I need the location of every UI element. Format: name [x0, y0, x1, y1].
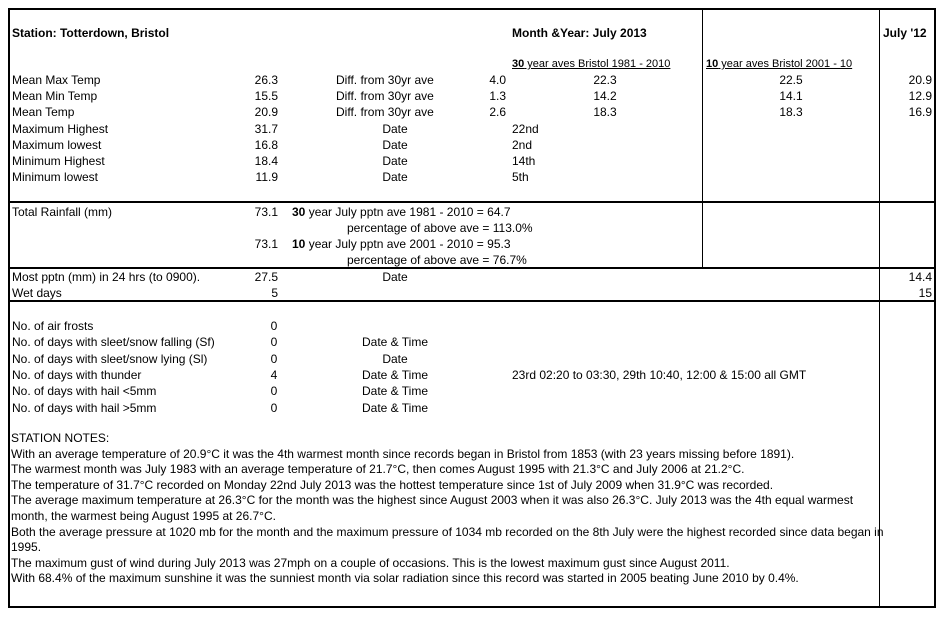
days-row-extra: Date & Time [361, 367, 429, 382]
prev-year-header: July '12 [883, 26, 927, 40]
note-line: The temperature of 31.7°C recorded on Monday 22nd July 2013 was the hottest temperature since 1st of July 2009 when 31.9°C was recorded. [11, 477, 774, 492]
temp-row-prev: 20.9 [908, 73, 932, 87]
temp-row-ave10: 22.5 [779, 73, 803, 87]
rainfall-value-2: 73.1 [254, 237, 278, 251]
temp-row-diff: 1.3 [489, 89, 506, 103]
temp-row-diff-label: Diff. from 30yr ave [336, 105, 434, 119]
temp-row-prev: 16.9 [908, 105, 932, 119]
days-row-label: No. of air frosts [12, 319, 94, 333]
temp-row-label: Mean Min Temp [12, 89, 98, 103]
wet-days-label: Wet days [12, 286, 62, 300]
wet-days-value: 5 [271, 286, 278, 300]
temp-row-diff-label: Diff. from 30yr ave [336, 89, 434, 103]
extreme-row-date: 2nd [512, 138, 533, 152]
days-row-label: No. of days with thunder [12, 367, 142, 382]
days-row-value: 0 [270, 351, 278, 366]
pptn-label: Most pptn (mm) in 24 hrs (to 0900). [12, 270, 201, 284]
days-row-extra: Date & Time [361, 335, 429, 350]
extreme-row-label: Minimum Highest [12, 154, 105, 168]
note-line: With an average temperature of 20.9°C it was the 4th warmest month since records began in Bristol from 1853 (with 23 years missing before 1891). [11, 446, 795, 461]
temp-row-ave10: 18.3 [779, 105, 803, 119]
days-row-extra: Date & Time [361, 400, 429, 415]
ave10-header: 10 year aves Bristol 2001 - 10 [706, 58, 853, 70]
wet-days-prev: 15 [918, 286, 932, 300]
temp-row-diff: 2.6 [489, 105, 506, 119]
days-row-value: 0 [270, 384, 278, 399]
note-line: With 68.4% of the maximum sunshine it was the sunniest month via solar radiation since this record was started in 2005 beating June 2010 by 0.4%. [11, 571, 799, 586]
temp-row-ave30: 14.2 [593, 89, 617, 103]
extreme-row-value: 31.7 [254, 122, 278, 136]
notes-title: STATION NOTES: [11, 431, 110, 445]
extreme-row-date: 5th [512, 170, 529, 184]
rainfall-ave10: 10 year July pptn ave 2001 - 2010 = 95.3 [292, 237, 511, 251]
rainfall-label: Total Rainfall (mm) [12, 205, 113, 219]
temp-row-label: Mean Max Temp [12, 73, 101, 87]
extreme-row-date-label: Date [382, 138, 408, 152]
days-row-value: 0 [270, 319, 278, 333]
extreme-row-value: 16.8 [254, 138, 278, 152]
extreme-row-date-label: Date [382, 122, 408, 136]
temp-row-label: Mean Temp [12, 105, 75, 119]
station-name: Station: Totterdown, Bristol [12, 26, 170, 40]
temp-row-value: 20.9 [254, 105, 278, 119]
pptn-prev: 14.4 [908, 270, 932, 284]
extreme-row-label: Maximum lowest [12, 138, 102, 152]
rainfall-ave30: 30 year July pptn ave 1981 - 2010 = 64.7 [292, 205, 511, 219]
extreme-row-value: 18.4 [254, 154, 278, 168]
days-row-label: No. of days with sleet/snow lying (Sl) [12, 351, 208, 366]
days-row-label: No. of days with sleet/snow falling (Sf) [12, 335, 215, 350]
extreme-row-label: Minimum lowest [12, 170, 99, 184]
pptn-date-label: Date [382, 270, 408, 284]
rainfall-pct-2: percentage of above ave = 76.7% [347, 253, 527, 267]
divider-horizontal-1 [10, 201, 934, 203]
thunder-detail: 23rd 02:20 to 03:30, 29th 10:40, 12:00 & 15:00 all GMT [512, 368, 807, 382]
temp-row-ave30: 18.3 [593, 105, 617, 119]
extreme-row-date: 22nd [512, 122, 539, 136]
temp-row-prev: 12.9 [908, 89, 932, 103]
divider-horizontal-3 [10, 300, 934, 302]
days-row-extra: Date [382, 351, 408, 366]
month-year: Month &Year: July 2013 [512, 26, 647, 40]
rainfall-pct-1: percentage of above ave = 113.0% [347, 221, 533, 235]
days-row-extra: Date & Time [361, 384, 429, 399]
temp-row-diff: 4.0 [489, 73, 506, 87]
note-line: Both the average pressure at 1020 mb for the month and the maximum pressure of 1034 mb recorded on the 8th July were the highest recorded since data began in 1995. [11, 524, 884, 555]
divider-vertical-10yr [702, 10, 703, 268]
temp-row-ave30: 22.3 [593, 73, 617, 87]
ave30-header: 30 year aves Bristol 1981 - 2010 [512, 58, 671, 70]
days-row-value: 0 [270, 335, 278, 350]
rainfall-value-1: 73.1 [254, 205, 278, 219]
days-row-value: 0 [270, 400, 278, 415]
temp-row-ave10: 14.1 [779, 89, 803, 103]
extreme-row-label: Maximum Highest [12, 122, 109, 136]
extreme-row-date-label: Date [382, 170, 408, 184]
temp-row-value: 15.5 [254, 89, 278, 103]
temp-row-diff-label: Diff. from 30yr ave [336, 73, 434, 87]
extreme-row-date: 14th [512, 154, 536, 168]
note-line: The maximum gust of wind during July 2013 was 27mph on a couple of occasions. This is the lowest maximum gust since August 2011. [11, 555, 730, 570]
note-line: The average maximum temperature at 26.3°C for the month was the highest since August 2003 when it was also 26.3°C. July 2013 was the 4th equal warmest month, the warmest being August 1995 at 26.7°C. [11, 493, 854, 523]
station-notes [11, 431, 891, 587]
days-row-label: No. of days with hail >5mm [12, 400, 157, 415]
extreme-row-value: 11.9 [255, 170, 278, 184]
note-line: The warmest month was July 1983 with an average temperature of 21.7°C, then comes August 1995 with 21.3°C and July 2006 at 21.2°C. [11, 462, 745, 477]
days-row-value: 4 [270, 367, 278, 382]
temp-row-value: 26.3 [254, 73, 278, 87]
pptn-value: 27.5 [254, 270, 278, 284]
extreme-row-date-label: Date [382, 154, 408, 168]
days-row-label: No. of days with hail <5mm [12, 384, 157, 399]
